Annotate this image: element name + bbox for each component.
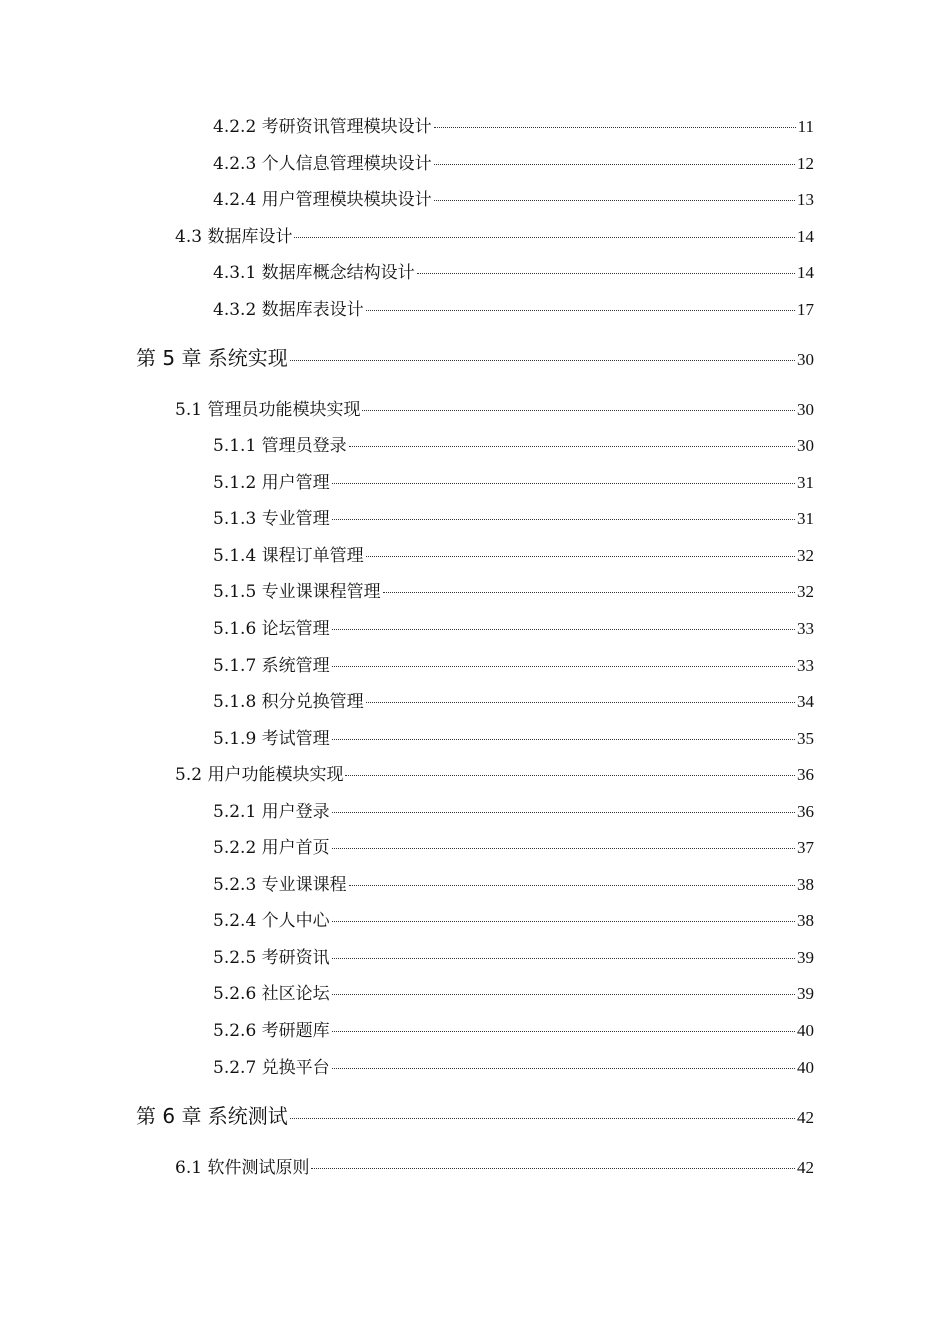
toc-entry[interactable] bbox=[175, 764, 814, 786]
toc-entry-page: 42 bbox=[797, 1158, 814, 1177]
dot-leader bbox=[332, 519, 795, 520]
toc-entry[interactable] bbox=[213, 189, 814, 211]
toc-chapter-entry[interactable] bbox=[136, 347, 814, 371]
toc-entry-title: 4.2.3 个人信息管理模块设计 bbox=[213, 154, 432, 174]
toc-entry[interactable] bbox=[213, 1057, 814, 1079]
toc-entry[interactable] bbox=[213, 655, 814, 677]
toc-entry-page: 33 bbox=[797, 619, 814, 638]
toc-entry-title: 4.3.1 数据库概念结构设计 bbox=[213, 263, 415, 283]
dot-leader bbox=[294, 237, 795, 238]
toc-entry[interactable] bbox=[213, 947, 814, 969]
toc-entry[interactable] bbox=[213, 508, 814, 530]
dot-leader bbox=[332, 812, 795, 813]
toc-entry-page: 40 bbox=[797, 1058, 814, 1077]
dot-leader bbox=[332, 994, 795, 995]
toc-entry[interactable] bbox=[213, 874, 814, 896]
toc-entry-title: 5.2.7 兑换平台 bbox=[213, 1058, 330, 1078]
toc-entry-title: 5.2.5 考研资讯 bbox=[213, 948, 330, 968]
dot-leader bbox=[434, 164, 795, 165]
dot-leader bbox=[332, 958, 795, 959]
dot-leader bbox=[417, 273, 795, 274]
toc-entry-page: 31 bbox=[797, 473, 814, 492]
dot-leader bbox=[311, 1168, 795, 1169]
toc-entry-page: 14 bbox=[797, 263, 814, 282]
toc-entry-title: 4.2.4 用户管理模块模块设计 bbox=[213, 190, 432, 210]
toc-entry-page: 14 bbox=[797, 227, 814, 246]
toc-entry-title: 5.1.2 用户管理 bbox=[213, 473, 330, 493]
dot-leader bbox=[349, 885, 795, 886]
dot-leader bbox=[332, 848, 795, 849]
toc-entry-title: 5.1.5 专业课课程管理 bbox=[213, 582, 381, 602]
toc-entry-title: 第 6 章 系统测试 bbox=[136, 1104, 288, 1128]
dot-leader bbox=[332, 739, 795, 740]
dot-leader bbox=[332, 666, 795, 667]
toc-entry-title: 5.1.9 考试管理 bbox=[213, 729, 330, 749]
toc-entry[interactable] bbox=[213, 545, 814, 567]
toc-entry-title: 4.3 数据库设计 bbox=[175, 227, 293, 247]
toc-entry[interactable] bbox=[213, 618, 814, 640]
dot-leader bbox=[434, 200, 795, 201]
toc-entry-page: 33 bbox=[797, 656, 814, 675]
toc-entry[interactable] bbox=[175, 399, 814, 421]
toc-entry-title: 5.1.8 积分兑换管理 bbox=[213, 692, 364, 712]
toc-entry-title: 5.2.4 个人中心 bbox=[213, 911, 330, 931]
toc-entry-page: 42 bbox=[797, 1108, 814, 1127]
toc-entry-title: 第 5 章 系统实现 bbox=[136, 346, 288, 370]
dot-leader bbox=[349, 446, 795, 447]
toc-entry[interactable] bbox=[213, 262, 814, 284]
dot-leader bbox=[332, 629, 795, 630]
toc-entry[interactable] bbox=[213, 153, 814, 175]
toc-entry[interactable] bbox=[213, 837, 814, 859]
dot-leader bbox=[332, 1068, 795, 1069]
toc-entry-title: 5.2.2 用户首页 bbox=[213, 838, 330, 858]
toc-entry-title: 5.1.7 系统管理 bbox=[213, 656, 330, 676]
dot-leader bbox=[366, 702, 795, 703]
dot-leader bbox=[366, 556, 795, 557]
toc-entry-page: 38 bbox=[797, 875, 814, 894]
toc-entry-page: 34 bbox=[797, 692, 814, 711]
toc-entry[interactable] bbox=[213, 728, 814, 750]
dot-leader bbox=[290, 1118, 795, 1119]
toc-entry-page: 36 bbox=[797, 802, 814, 821]
toc-entry-title: 5.1.1 管理员登录 bbox=[213, 436, 347, 456]
toc-entry-title: 5.2 用户功能模块实现 bbox=[175, 765, 344, 785]
toc-entry[interactable] bbox=[213, 983, 814, 1005]
toc-entry-page: 12 bbox=[797, 154, 814, 173]
toc-entry-title: 5.2.6 考研题库 bbox=[213, 1021, 330, 1041]
dot-leader bbox=[362, 410, 795, 411]
toc-entry[interactable] bbox=[213, 116, 814, 138]
toc-entry-page: 11 bbox=[797, 117, 814, 136]
toc-entry[interactable] bbox=[213, 299, 814, 321]
toc-entry-page: 30 bbox=[797, 436, 814, 455]
toc-entry[interactable] bbox=[213, 435, 814, 457]
toc-entry[interactable] bbox=[213, 910, 814, 932]
toc-entry[interactable] bbox=[213, 691, 814, 713]
toc-entry-title: 5.2.3 专业课课程 bbox=[213, 875, 347, 895]
toc-entry[interactable] bbox=[213, 581, 814, 603]
toc-entry-page: 39 bbox=[797, 948, 814, 967]
toc-entry-title: 5.2.6 社区论坛 bbox=[213, 984, 330, 1004]
dot-leader bbox=[332, 483, 795, 484]
toc-entry[interactable] bbox=[175, 226, 814, 248]
dot-leader bbox=[332, 921, 795, 922]
toc-entry-page: 36 bbox=[797, 765, 814, 784]
toc-entry[interactable] bbox=[213, 801, 814, 823]
toc-entry-page: 39 bbox=[797, 984, 814, 1003]
toc-entry-title: 5.2.1 用户登录 bbox=[213, 802, 330, 822]
toc-entry-title: 5.1.6 论坛管理 bbox=[213, 619, 330, 639]
toc-entry-title: 5.1.3 专业管理 bbox=[213, 509, 330, 529]
toc-entry-page: 37 bbox=[797, 838, 814, 857]
toc-entry[interactable] bbox=[175, 1157, 814, 1179]
toc-entry-page: 30 bbox=[797, 350, 814, 369]
dot-leader bbox=[345, 775, 795, 776]
toc-entry-title: 5.1 管理员功能模块实现 bbox=[175, 400, 361, 420]
toc-entry-page: 32 bbox=[797, 582, 814, 601]
toc-entry-page: 40 bbox=[797, 1021, 814, 1040]
toc-entry-title: 4.3.2 数据库表设计 bbox=[213, 300, 364, 320]
toc-entry-title: 5.1.4 课程订单管理 bbox=[213, 546, 364, 566]
dot-leader bbox=[434, 127, 796, 128]
dot-leader bbox=[366, 310, 795, 311]
dot-leader bbox=[290, 360, 795, 361]
toc-entry[interactable] bbox=[213, 472, 814, 494]
toc-entry-title: 6.1 软件测试原则 bbox=[175, 1158, 310, 1178]
toc-entry-page: 32 bbox=[797, 546, 814, 565]
toc-entry-page: 13 bbox=[797, 190, 814, 209]
toc-entry-page: 38 bbox=[797, 911, 814, 930]
toc-entry-page: 17 bbox=[797, 300, 814, 319]
toc-entry-page: 35 bbox=[797, 729, 814, 748]
dot-leader bbox=[383, 592, 795, 593]
toc-entry-page: 31 bbox=[797, 509, 814, 528]
toc-chapter-entry[interactable] bbox=[136, 1105, 814, 1129]
toc-entry-page: 30 bbox=[797, 400, 814, 419]
toc-entry[interactable] bbox=[213, 1020, 814, 1042]
dot-leader bbox=[332, 1031, 795, 1032]
toc-entry-title: 4.2.2 考研资讯管理模块设计 bbox=[213, 117, 432, 137]
